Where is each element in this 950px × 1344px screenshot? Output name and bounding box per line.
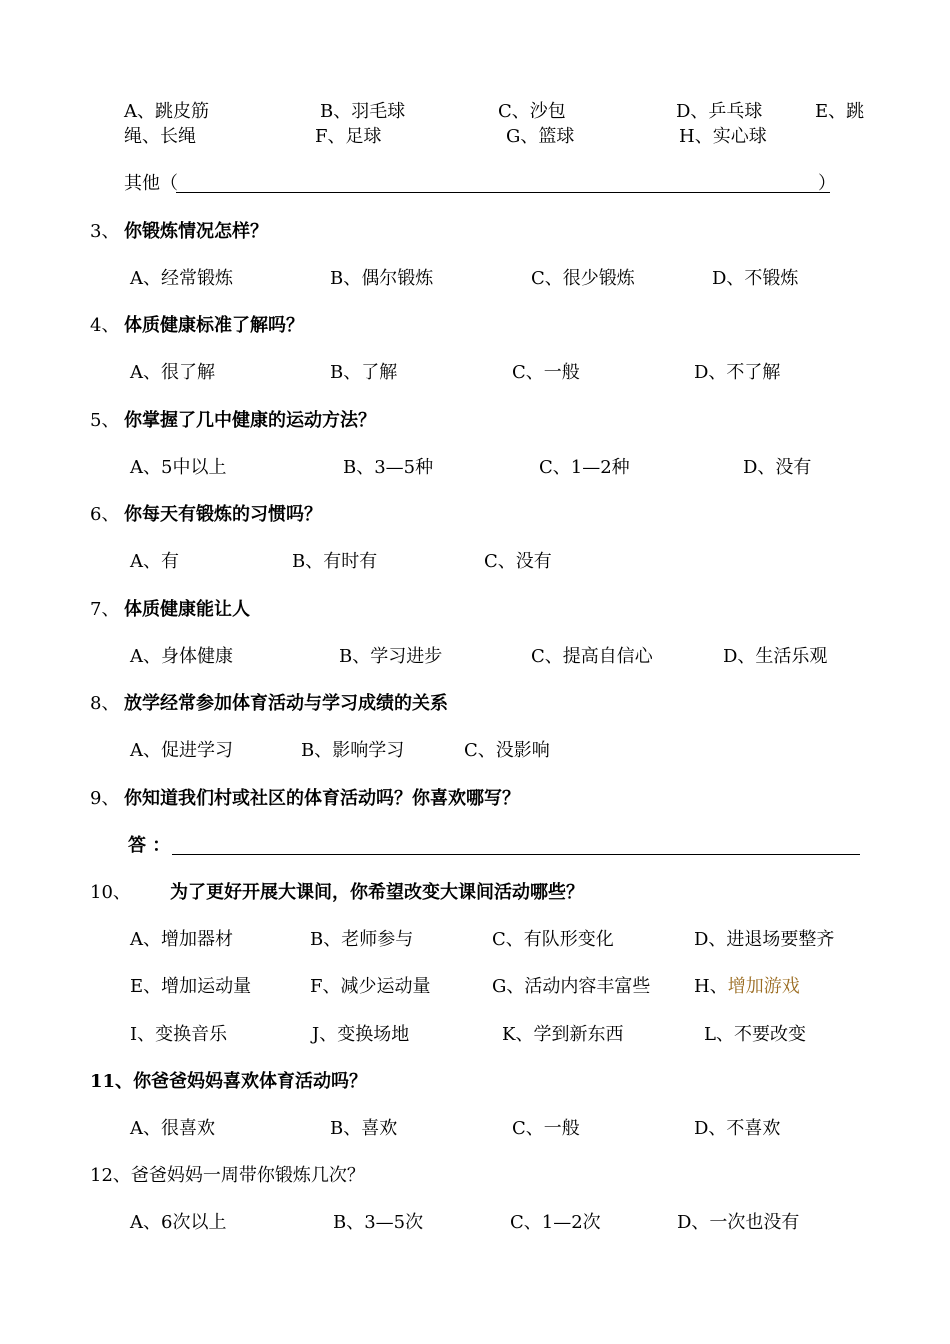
q9-answer-label: 答 ：	[128, 835, 171, 856]
q10-option-l[interactable]: L、不要改变	[704, 1024, 806, 1045]
q7-option-a[interactable]: A、身体健康	[130, 646, 233, 667]
question-9-text: 你知道我们村或社区的体育活动吗？你喜欢哪写？	[124, 788, 520, 809]
q2-option-b[interactable]: B、羽毛球	[320, 101, 406, 122]
q7-option-d[interactable]: D、生活乐观	[723, 646, 828, 667]
q5-option-d[interactable]: D、没有	[743, 457, 812, 478]
question-7	[90, 598, 250, 622]
q3-option-b[interactable]: B、偶尔锻炼	[330, 268, 434, 289]
q12-option-a[interactable]: A、6次以上	[130, 1212, 227, 1233]
q2-option-c[interactable]: C、沙包	[498, 101, 566, 122]
question-5-text: 你掌握了几中健康的运动方法？	[124, 410, 376, 431]
q4-option-c[interactable]: C、一般	[512, 362, 580, 383]
q12-option-b[interactable]: B、3—5次	[333, 1212, 424, 1233]
question-3-text: 你锻炼情况怎样？	[124, 221, 268, 242]
q8-option-b[interactable]: B、影响学习	[301, 740, 405, 761]
question-12	[90, 1164, 365, 1188]
q5-option-b[interactable]: B、3—5种	[343, 457, 434, 478]
question-10-number: 10、	[90, 882, 131, 903]
q2-option-d[interactable]: D、乒乓球	[676, 101, 763, 122]
question-12-number: 12、	[90, 1165, 131, 1186]
q2-other-close: ）	[818, 173, 836, 194]
q10-option-h-prefix: H、	[694, 976, 728, 997]
q12-option-c[interactable]: C、1—2次	[510, 1212, 601, 1233]
q4-option-d[interactable]: D、不了解	[694, 362, 781, 383]
q10-option-g[interactable]: G、活动内容丰富些	[492, 976, 651, 997]
q6-option-b[interactable]: B、有时有	[292, 551, 378, 572]
question-12-text: 爸爸妈妈一周带你锻炼几次？	[130, 1165, 365, 1186]
q2-option-a[interactable]: A、跳皮筋	[124, 101, 209, 122]
q8-option-a[interactable]: A、促进学习	[130, 740, 233, 761]
q10-option-f[interactable]: F、减少运动量	[310, 976, 431, 997]
q2-other-field[interactable]	[176, 192, 830, 193]
q2-option-h[interactable]: H、实心球	[679, 126, 767, 147]
q2-option-e-start[interactable]: E、跳	[815, 101, 865, 122]
question-8-text: 放学经常参加体育活动与学习成绩的关系	[124, 693, 448, 714]
question-6	[90, 503, 322, 527]
question-11	[90, 1070, 367, 1094]
question-11-text: 你爸爸妈妈喜欢体育活动吗？	[133, 1071, 368, 1092]
q6-option-c[interactable]: C、没有	[484, 551, 552, 572]
q2-option-e-end[interactable]: 绳、长绳	[124, 126, 196, 147]
question-9	[90, 787, 520, 811]
question-7-text: 体质健康能让人	[124, 599, 250, 620]
q2-option-g[interactable]: G、篮球	[506, 126, 575, 147]
q4-option-b[interactable]: B、了解	[330, 362, 398, 383]
question-10	[90, 881, 584, 905]
q10-option-d[interactable]: D、进退场要整齐	[694, 929, 835, 950]
question-3-number: 3、	[90, 221, 120, 242]
q10-option-j[interactable]: J、变换场地	[312, 1024, 410, 1045]
q2-other-label: 其他（	[124, 173, 178, 194]
question-8-number: 8、	[90, 693, 120, 714]
q2-option-f[interactable]: F、足球	[315, 126, 382, 147]
q11-option-b[interactable]: B、喜欢	[330, 1118, 398, 1139]
q7-option-c[interactable]: C、提高自信心	[531, 646, 653, 667]
question-10-text: 为了更好开展大课间，你希望改变大课间活动哪些？	[170, 882, 584, 903]
q11-option-a[interactable]: A、很喜欢	[130, 1118, 215, 1139]
question-9-number: 9、	[90, 788, 120, 809]
question-11-number: 11、	[90, 1071, 134, 1092]
q11-option-c[interactable]: C、一般	[512, 1118, 580, 1139]
question-5-number: 5、	[90, 410, 120, 431]
q9-answer-field[interactable]	[172, 854, 860, 855]
q11-option-d[interactable]: D、不喜欢	[694, 1118, 781, 1139]
question-8	[90, 692, 448, 716]
q7-option-b[interactable]: B、学习进步	[339, 646, 443, 667]
q4-option-a[interactable]: A、很了解	[130, 362, 215, 383]
question-4-text: 体质健康标准了解吗？	[124, 315, 304, 336]
question-7-number: 7、	[90, 599, 120, 620]
q5-option-c[interactable]: C、1—2种	[539, 457, 630, 478]
q3-option-d[interactable]: D、不锻炼	[712, 268, 799, 289]
q10-option-i[interactable]: I、变换音乐	[130, 1024, 228, 1045]
q12-option-d[interactable]: D、一次也没有	[677, 1212, 800, 1233]
question-6-number: 6、	[90, 504, 120, 525]
q3-option-a[interactable]: A、经常锻炼	[130, 268, 233, 289]
q10-option-e[interactable]: E、增加运动量	[130, 976, 252, 997]
question-4	[90, 314, 304, 338]
q8-option-c[interactable]: C、没影响	[464, 740, 550, 761]
q10-option-b[interactable]: B、老师参与	[310, 929, 414, 950]
q10-option-h-text: 增加游戏	[727, 976, 800, 997]
q5-option-a[interactable]: A、5中以上	[130, 457, 227, 478]
question-3	[90, 220, 268, 244]
q6-option-a[interactable]: A、有	[130, 551, 179, 572]
question-5	[90, 409, 376, 433]
q10-option-h[interactable]	[694, 975, 800, 999]
question-6-text: 你每天有锻炼的习惯吗？	[124, 504, 322, 525]
q3-option-c[interactable]: C、很少锻炼	[531, 268, 635, 289]
q10-option-c[interactable]: C、有队形变化	[492, 929, 614, 950]
q10-option-a[interactable]: A、增加器材	[130, 929, 233, 950]
question-4-number: 4、	[90, 315, 120, 336]
q10-option-k[interactable]: K、学到新东西	[502, 1024, 624, 1045]
